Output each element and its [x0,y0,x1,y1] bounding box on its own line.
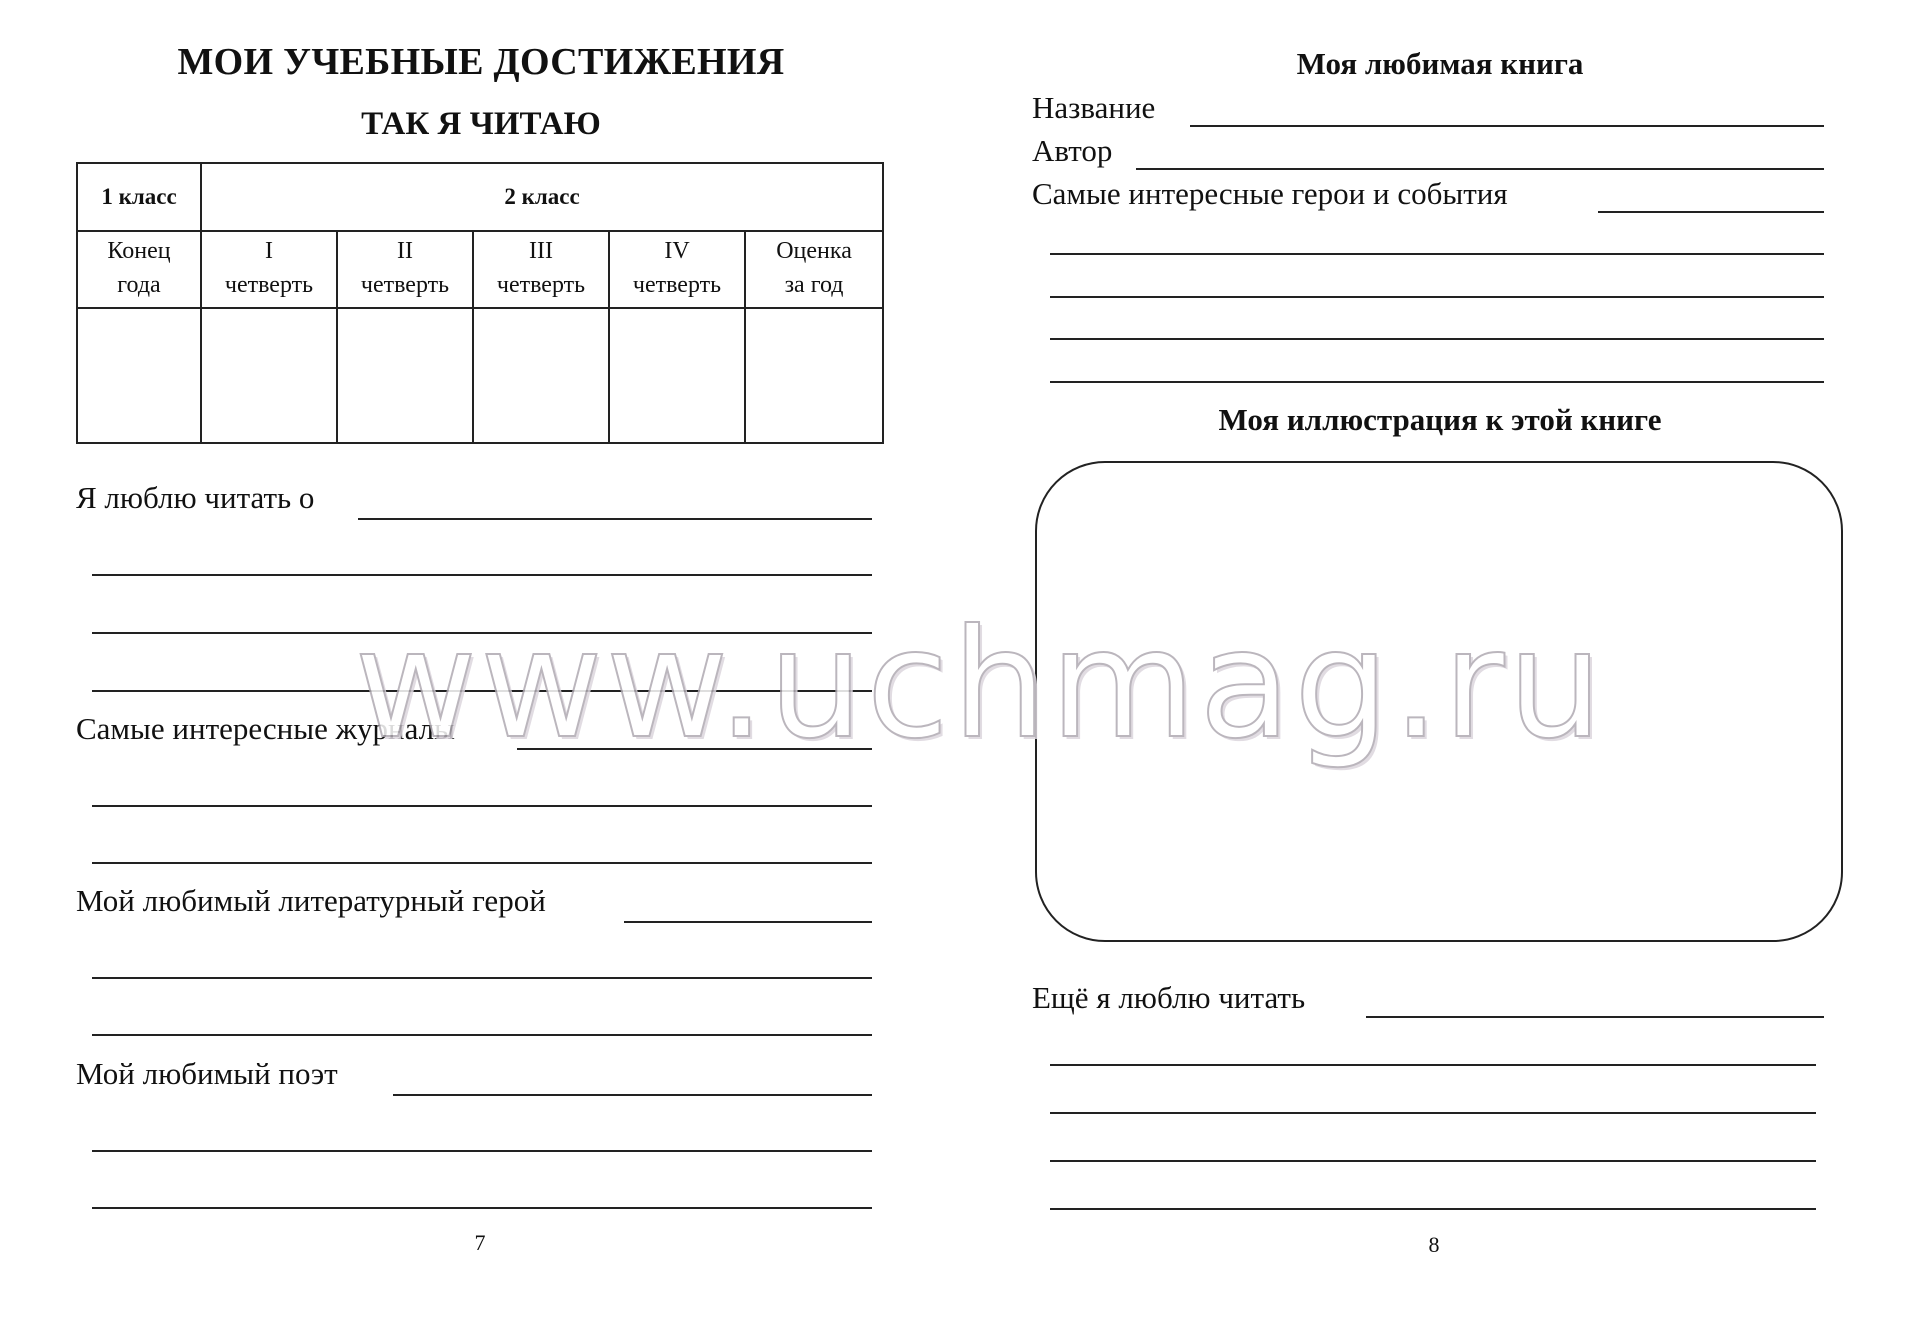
write-line[interactable] [1598,211,1824,213]
write-line[interactable] [358,518,872,520]
page-number-8: 8 [1428,1232,1440,1257]
also-read-label: Ещё я люблю читать [1032,980,1306,1015]
write-line[interactable] [1050,1208,1816,1210]
header-class-2: 2 класс [201,163,883,231]
write-line[interactable] [92,1150,872,1152]
page-title: МОИ УЧЕБНЫЕ ДОСТИЖЕНИЯ [177,41,785,83]
write-line[interactable] [624,921,872,923]
write-line[interactable] [1050,1160,1816,1162]
col-quarter-3: III четверть [473,231,609,308]
write-line[interactable] [393,1094,872,1096]
write-line[interactable] [1050,338,1824,340]
book-name-label: Название [1032,90,1156,125]
hero-label: Мой любимый литературный герой [76,883,546,918]
page-number-7: 7 [474,1230,486,1255]
reading-progress-table [76,162,884,444]
book-author-label: Автор [1032,133,1113,168]
cell-quarter-1[interactable] [201,308,337,443]
favorite-book-title: Моя любимая книга [1296,46,1584,81]
magazines-label: Самые интересные журналы [76,711,455,746]
write-line[interactable] [1050,296,1824,298]
col-quarter-2: II четверть [337,231,473,308]
write-line[interactable] [92,977,872,979]
cell-quarter-3[interactable] [473,308,609,443]
love-to-read-label: Я люблю читать о [76,480,315,515]
cell-quarter-2[interactable] [337,308,473,443]
illustration-title: Моя иллюстрация к этой книге [1218,402,1662,437]
write-line[interactable] [92,1034,872,1036]
write-line[interactable] [92,1207,872,1209]
cell-end-of-year[interactable] [77,308,201,443]
section-subtitle: ТАК Я ЧИТАЮ [361,106,601,142]
watermark: www.uchmag.ru [354,598,1606,772]
heroes-events-label: Самые интересные герои и события [1032,176,1508,211]
col-end-of-year: Конец года [77,231,201,308]
write-line[interactable] [1050,381,1824,383]
header-class-1: 1 класс [77,163,201,231]
write-line[interactable] [92,574,872,576]
cell-year-grade[interactable] [745,308,883,443]
write-line[interactable] [92,805,872,807]
col-quarter-1: I четверть [201,231,337,308]
poet-label: Мой любимый поэт [76,1056,338,1091]
write-line[interactable] [1190,125,1824,127]
write-line[interactable] [1136,168,1824,170]
col-quarter-4: IV четверть [609,231,745,308]
write-line[interactable] [1050,253,1824,255]
cell-quarter-4[interactable] [609,308,745,443]
write-line[interactable] [1366,1016,1824,1018]
write-line[interactable] [1050,1112,1816,1114]
write-line[interactable] [1050,1064,1816,1066]
col-year-grade: Оценка за год [745,231,883,308]
write-line[interactable] [92,862,872,864]
